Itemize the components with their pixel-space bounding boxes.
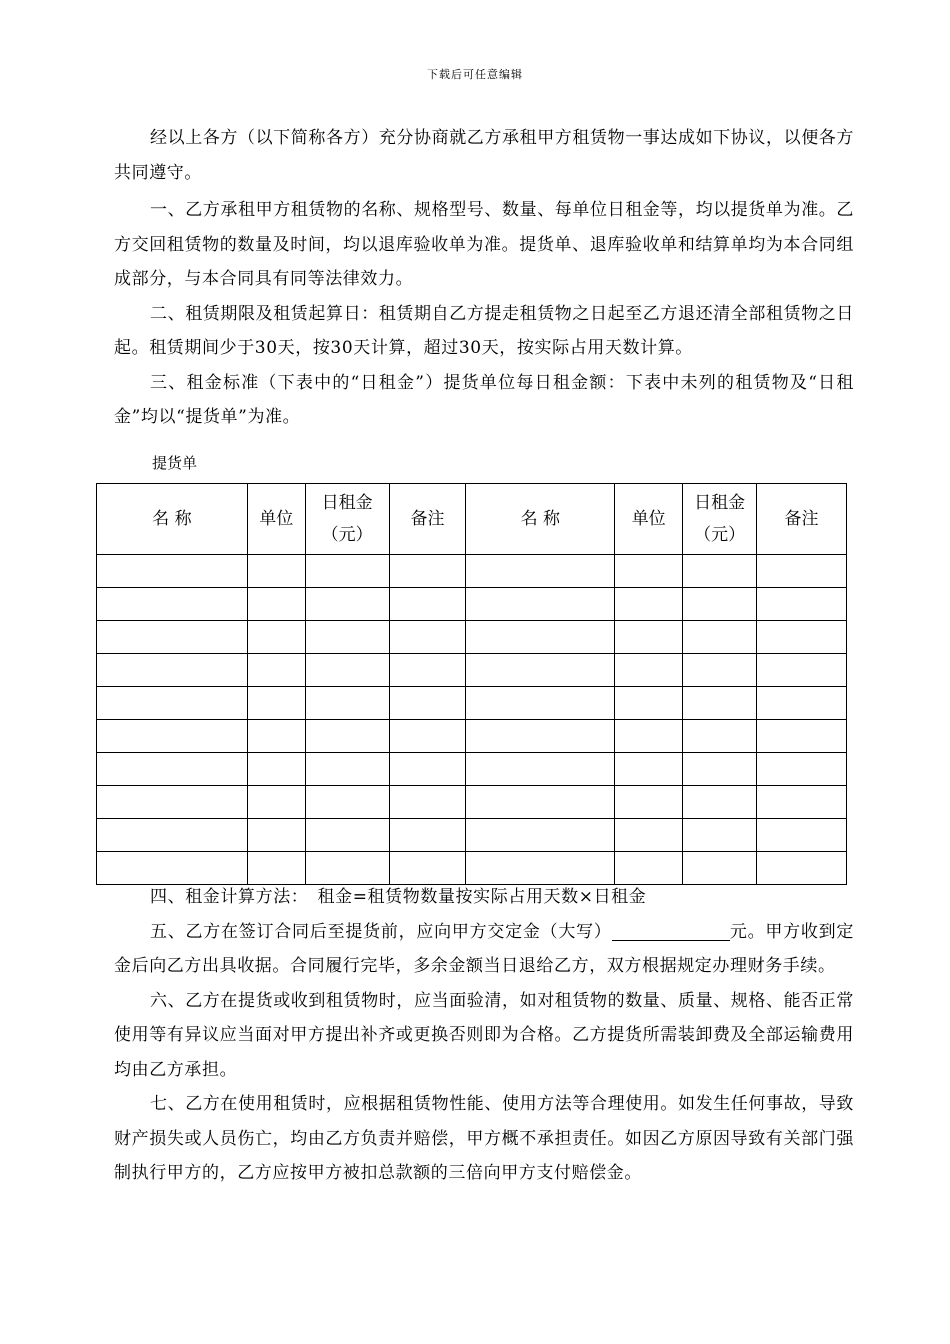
clause-5: 五、乙方在签订合同后至提货前，应向甲方交定金（大写） 元。甲方收到定金后向乙方出具收据。合同履行完毕，多余金额当日退给乙方，双方根据规定办理财务手续。: [114, 921, 854, 976]
table-label: 提货单: [152, 454, 198, 472]
header-name-2: 名 称: [466, 484, 615, 555]
clause-6: 六、乙方在提货或收到租赁物时，应当面验清，如对租赁物的数量、质量、规格、能否正常使用等有异议应当面对甲方提出补齐或更换否则即为合格。乙方提货所需装卸费及全部运输费用均由乙方承担。: [114, 990, 854, 1080]
deposit-amount-blank: [612, 920, 730, 941]
table-row: [97, 753, 847, 786]
header-unit-2: 单位: [615, 484, 683, 555]
table-row: [97, 555, 847, 588]
table-row: [97, 654, 847, 687]
clause-2: 二、租赁期限及租赁起算日：租赁期自乙方提走租赁物之日起至乙方退还清全部租赁物之日起。租赁期间少于30天，按30天计算，超过30天，按实际占用天数计算。: [114, 303, 854, 358]
table-row: [97, 786, 847, 819]
clause-1: 一、乙方承租甲方租赁物的名称、规格型号、数量、每单位日租金等，均以提货单为准。乙方交回租赁物的数量及时间，均以退库验收单为准。提货单、退库验收单和结算单均为本合同组成部分，与本合同具有同等法律效力。: [114, 200, 854, 289]
intro-section: [114, 121, 854, 190]
clauses-section-1: [114, 193, 854, 435]
clause-3: 三、租金标准（下表中的“日租金”）提货单位每日租金额：下表中未列的租赁物及“日租金”均以“提货单”为准。: [114, 372, 854, 427]
table-row: [97, 621, 847, 654]
header-note-2: 备注: [757, 484, 847, 555]
header-name: 名 称: [97, 484, 248, 555]
header-daily-rent: 日租金 （元）: [305, 484, 389, 555]
header-unit: 单位: [247, 484, 305, 555]
table-row: [97, 819, 847, 852]
table-body: [97, 555, 847, 885]
page-header: 下载后可任意编辑: [427, 68, 523, 81]
table-row: [97, 687, 847, 720]
intro-paragraph: 经以上各方（以下简称各方）充分协商就乙方承租甲方租赁物一事达成如下协议，以便各方共同遵守。: [114, 128, 854, 183]
clause-4: 四、租金计算方法： 租金=租赁物数量按实际占用天数×日租金: [150, 887, 647, 907]
table-header-row: [97, 484, 847, 555]
pickup-table: [96, 483, 847, 885]
header-daily-rent-2: 日租金 （元）: [683, 484, 757, 555]
header-note: 备注: [389, 484, 466, 555]
clauses-section-2: [114, 880, 854, 1191]
clause-7: 七、乙方在使用租赁时，应根据租赁物性能、使用方法等合理使用。如发生任何事故，导致财产损失或人员伤亡，均由乙方负责并赔偿，甲方概不承担责任。如因乙方原因导致有关部门强制执行甲方的，乙方应按甲方被扣总款额的三倍向甲方支付赔偿金。: [114, 1094, 854, 1183]
table-row: [97, 720, 847, 753]
table-row: [97, 588, 847, 621]
